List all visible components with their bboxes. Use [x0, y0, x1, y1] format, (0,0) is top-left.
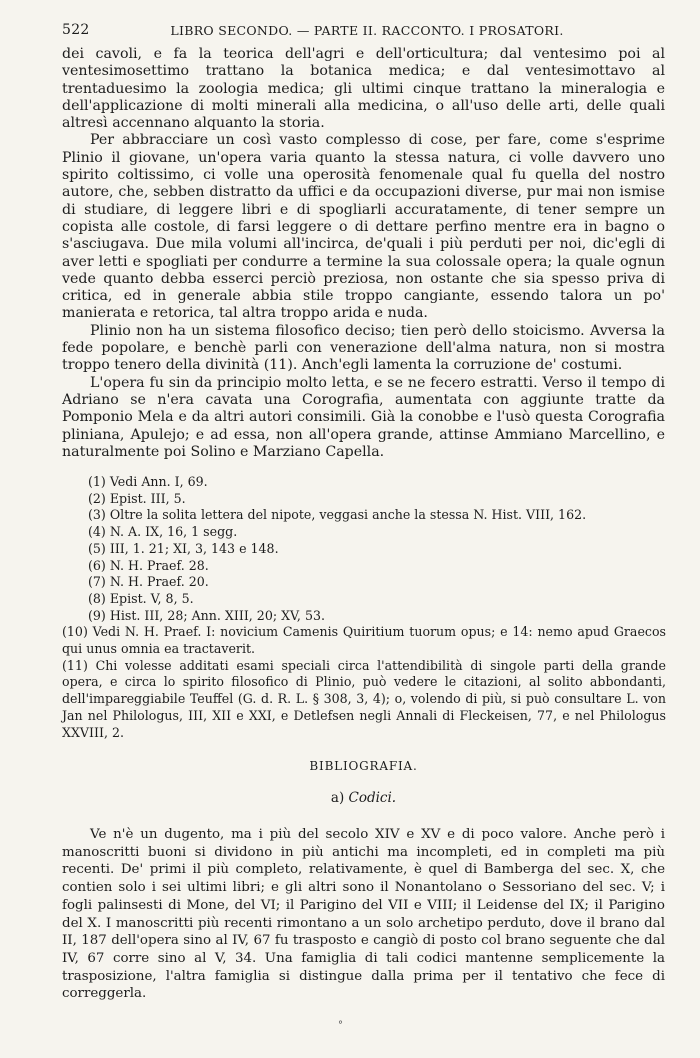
main-text — [62, 46, 665, 461]
paragraph: dei cavoli, e fa la teorica dell'agri e dell'orticultura; dal ventesimo poi al ventesimosettimo trattano la botanica medica; e dal ventesimottavo al trentaduesimo la zoologia medica; gli ultimi cinque trattano la mineralogia e dell'applicazione di molti minerali alla medicina, o all'uso delle arti, delle quali altresì accennano alquanto la storia. — [62, 46, 665, 132]
page-mark: ° — [338, 1020, 343, 1031]
footnote: (5) III, 1. 21; XI, 3, 143 e 148. — [88, 540, 279, 556]
footnote: (10) Vedi N. H. Praef. I: novicium Camenis Quiritium tuorum opus; e 14: nemo apud Graecos qui unus omnia ea tractaverit. — [62, 624, 666, 657]
footnote: (3) Oltre la solita lettera del nipote, veggasi anche la stessa N. Hist. VIII, 162. — [88, 507, 587, 523]
subsection-heading — [62, 790, 665, 806]
subsection-title: Codici. — [348, 790, 397, 806]
footnote: (2) Epist. III, 5. — [88, 490, 186, 506]
footnote: (7) N. H. Praef. 20. — [88, 574, 209, 590]
footnote: (8) Epist. V, 8, 5. — [88, 590, 194, 606]
footnote: (9) Hist. III, 28; Ann. XIII, 20; XV, 53. — [88, 607, 325, 623]
footnote: (1) Vedi Ann. I, 69. — [88, 474, 208, 489]
paragraph: L'opera fu sin da principio molto letta, e se ne fecero estratti. Verso il tempo di Adriano se n'era cavata una Corografia, aumentata con aggiunte tratte da Pomponio Mela e da altri autori consimili. Già la conobbe e l'usò questa Corografia pliniana, Apulejo; e ad essa, non all'opera grande, attinse Ammiano Marcellino, e naturalmente poi Solino e Marziano Capella. — [62, 374, 665, 460]
footnotes — [62, 474, 666, 741]
running-title: LIBRO SECONDO. — PARTE II. RACCONTO. I PROSATORI. — [170, 23, 564, 38]
paragraph: Plinio non ha un sistema filosofico deciso; tien però dello stoicismo. Avversa la fede popolare, e benchè parli con venerazione dell'alma natura, non si mostra troppo tenero della divinità (11). Anch'egli lamenta la corruzione de' costumi. — [62, 322, 665, 374]
subsection-marker: a) — [330, 790, 345, 806]
footnote: (6) N. H. Praef. 28. — [88, 557, 209, 573]
paragraph: Ve n'è un dugento, ma i più del secolo XIV e XV e di poco valore. Anche però i manoscritti buoni si dividono in più antichi ma incompleti, ed in completi ma più recenti. De' primi il più completo, relativamente, è quel di Bamberga del sec. X, che contien solo i sei ultimi libri; e gli altri sono il Nonantolano o Sessoriano del sec. V; i fogli palinsesti di Mone, del VI; il Parigino del VII e VIII; il Leidense del IX; il Parigino del X. I manoscritti più recenti rimontano a un solo archetipo perduto, dove il brano dal II, 187 dell'opera sino al IV, 67 fu trasposto e cangiò di posto col brano seguente che dal IV, 67 corre sino al V, 34. Una famiglia di tali codici mantenne semplicemente la trasposizione, l'altra famiglia si distingue dalla prima per il tentativo che fece di correggerla. — [62, 827, 665, 1002]
codici-text — [62, 826, 665, 1003]
bibliography-heading: BIBLIOGRAFIA. — [309, 759, 418, 773]
footnote: (11) Chi volesse additati esami speciali circa l'attendibilità di singole parti della grande opera, e circa lo spirito filosofico di Plinio, può vedere le citazioni, al solito abbondanti, dell'impareggiabile Teuffel (G. d. R. L. § 308, 3, 4); o, volendo di più, si può consultare L. von Jan nel Philologus, III, XII e XXI, e Detlefsen negli Annali di Fleckeisen, 77, e nel Philologus XXVIII, 2. — [62, 657, 666, 740]
paragraph: Per abbracciare un così vasto complesso di cose, per fare, come s'esprime Plinio il giovane, un'opera varia quanto la stessa natura, ci volle davvero uno spirito coltissimo, ci volle una operosità fenomenale qual fu quella del nostro autore, che, sebben distratto da uffici e da occupazioni diverse, pur mai non ismise di studiare, di leggere libri e di spogliarli accuratamente, di tener sempre un copista alle costole, di farsi leggere o di dettare perfino mentre era in bagno o s'asciugava. Due mila volumi all'incirca, de'quali i più perduti per noi, dic'egli di aver letti e spogliati per condurre a termine la sua colossale opera; la quale ognun vede quanto debba esserci perciò preziosa, non ostante che sia spesso priva di critica, ed in generale abbia stile troppo cangiante, essendo talora un po' manierata e retorica, tal altra troppo arida e nuda. — [62, 132, 665, 322]
footnote: (4) N. A. IX, 16, 1 segg. — [88, 524, 238, 540]
page-number: 522 — [62, 22, 90, 38]
